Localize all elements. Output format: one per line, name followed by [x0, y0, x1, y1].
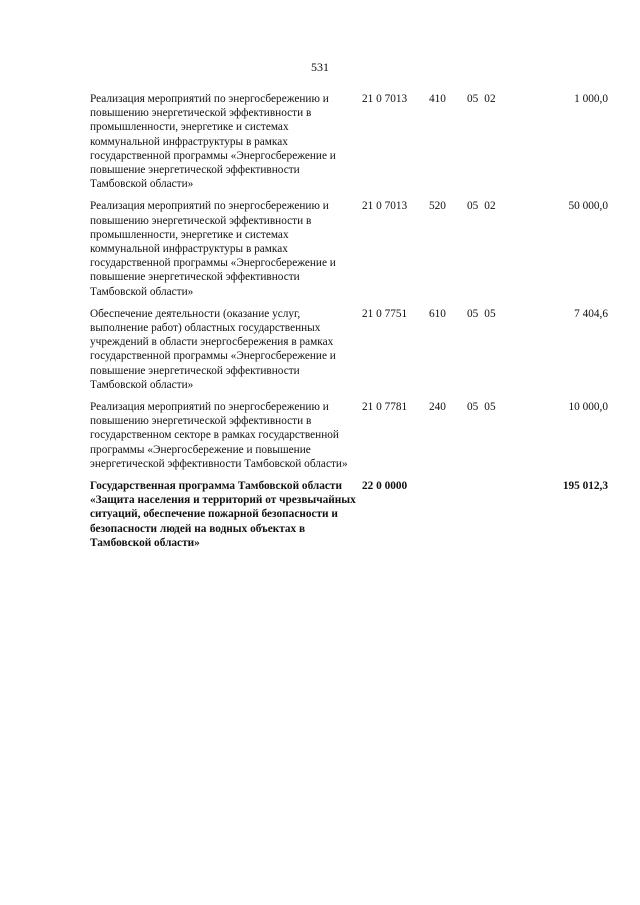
- program-code: 22 0 0000: [362, 480, 408, 493]
- row-name: Обеспечение деятельности (оказание услуг, выполнение работ) областных государственных учреждений в области энергосбережения в рамках государственной программы «Энергосбережение и повышение энергетической эффективности Тамбовской области»: [90, 307, 336, 391]
- row-subsection-code: 05: [484, 401, 496, 414]
- program-section: [463, 479, 519, 558]
- row-section: [463, 307, 519, 400]
- row-expense-type: 610: [429, 307, 446, 320]
- row-section-code: 05: [467, 93, 479, 105]
- table-row: [90, 199, 608, 306]
- row-sum: 7 404,6: [574, 307, 608, 320]
- row-subsection-code: 05: [484, 307, 496, 320]
- row-sum: 10 000,0: [568, 401, 608, 414]
- row-name: Реализация мероприятий по энергосбережению и повышению энергетической эффективности в промышленности, энергетике и системах коммунальной инфраструктуры в рамках государственной программы «Энергосбережение и повышение энергетической эффективности Тамбовской области»: [90, 93, 336, 191]
- row-code: 21 0 7781: [362, 401, 408, 414]
- row-section: [463, 199, 519, 306]
- program-name: Государственная программа Тамбовской области «Защита населения и территорий от чрезвычайных ситуаций, обеспечение пожарной безопасности и безопасности людей на водных объектах в Тамбовской области»: [90, 480, 356, 549]
- page-number: 531: [311, 60, 329, 74]
- row-name: Реализация мероприятий по энергосбережению и повышению энергетической эффективности в государственном секторе в рамках государственной программы «Энергосбережение и повышение энергетической эффективности Тамбовской области»: [90, 401, 348, 470]
- budget-table: [90, 92, 608, 558]
- row-section: [463, 92, 519, 199]
- row-section: [463, 400, 519, 479]
- row-code: 21 0 7751: [362, 307, 408, 320]
- row-sum: 50 000,0: [568, 200, 608, 213]
- row-subsection-code: 02: [484, 200, 496, 213]
- program-sum: 195 012,3: [562, 480, 608, 493]
- table-row: [90, 92, 608, 199]
- program-expense-type: [429, 479, 463, 558]
- table-row-program-total: [90, 479, 608, 558]
- row-section-code: 05: [467, 401, 479, 414]
- row-section-code: 05: [467, 200, 479, 213]
- row-code: 21 0 7013: [362, 200, 408, 213]
- row-name: Реализация мероприятий по энергосбережению и повышению энергетической эффективности в промышленности, энергетике и системах коммунальной инфраструктуры в рамках государственной программы «Энергосбережение и повышение энергетической эффективности Тамбовской области»: [90, 200, 336, 298]
- table-row: [90, 400, 608, 479]
- table-row: [90, 307, 608, 400]
- row-section-code: 05: [467, 307, 479, 320]
- row-expense-type: 410: [429, 93, 446, 105]
- row-subsection-code: 02: [484, 93, 496, 105]
- row-expense-type: 240: [429, 401, 446, 414]
- row-sum: 1 000,0: [574, 93, 608, 105]
- row-expense-type: 520: [429, 200, 446, 213]
- row-code: 21 0 7013: [362, 93, 408, 105]
